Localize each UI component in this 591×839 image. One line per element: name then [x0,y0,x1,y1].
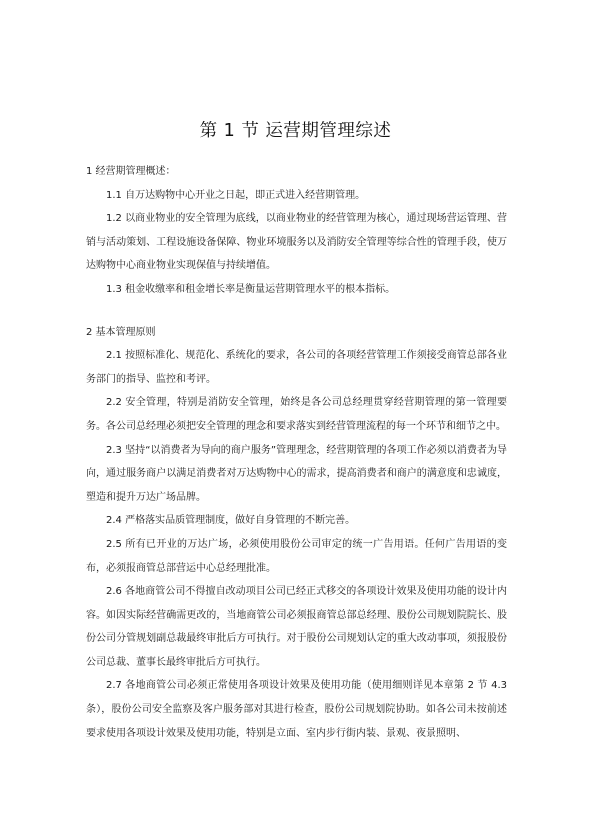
page-title: 第 1 节 运营期管理综述 [199,121,392,141]
paragraph-2-7: 2.7 各地商管公司必须正常使用各项设计效果及使用功能（使用细则详见本章第 2 节 4.3条），股份公司安全监察及客户服务部对其进行检查，股份公司规划院协助。如各公司未按前述要求使用各项设计效果及使用功能，特别是立面、室内步行街内装、景观、夜景照明、 [86,680,507,739]
paragraph-2-4: 2.4 严格落实品质管理制度，做好自身管理的不断完善。 [106,515,356,527]
paragraph-1-1: 1.1 自万达购物中心开业之日起，即正式进入经营期管理。 [106,189,366,201]
document-body [86,160,507,745]
paragraph-2-3: 2.3 坚持“以消费者为导向的商户服务”管理理念，经营期管理的各项工作必须以消费者为导向，通过服务商户以满足消费者对万达购物中心的需求，提高消费者和商户的满意度和忠诚度，塑造和提升万达广场品牌。 [86,444,507,503]
paragraph-1-3: 1.3 租金收缴率和租金增长率是衡量运营期管理水平的根本指标。 [106,283,396,295]
paragraph-2-5: 2.5 所有已开业的万达广场，必须使用股份公司审定的统一广告用语。任何广告用语的变布，必须报商管总部营运中心总经理批准。 [86,538,507,574]
section-heading-2: 2 基本管理原则 [86,326,156,338]
paragraph-2-2: 2.2 安全管理，特别是消防安全管理，始终是各公司总经理贯穿经营期管理的第一管理要务。各公司总经理必须把安全管理的理念和要求落实到经营管理流程的每一个环节和细节之中。 [86,397,507,432]
paragraph-2-6: 2.6 各地商管公司不得擅自改动项目公司已经正式移交的各项设计效果及使用功能的设计内容。如因实际经营确需更改的，当地商管公司必须报商管总部总经理、股份公司规划院院长、股份公司分管规划副总裁最终审批后方可执行。对于股份公司规划认定的重大改动事项，须报股份公司总裁、董事长最终审批后方可执行。 [86,586,507,668]
section-heading-1: 1 经营期管理概述： [86,166,176,177]
paragraph-2-1: 2.1 按照标准化、规范化、系统化的要求，各公司的各项经营管理工作须接受商管总部各业务部门的指导、监控和考评。 [86,350,507,385]
section-spacer [86,302,507,321]
paragraph-1-2: 1.2 以商业物业的安全管理为底线，以商业物业的经营管理为核心，通过现场营运管理、营销与活动策划、工程设施设备保障、物业环境服务以及消防安全管理等综合性的管理手段，使万达购物中心商业物业实现保值与持续增值。 [86,213,507,272]
